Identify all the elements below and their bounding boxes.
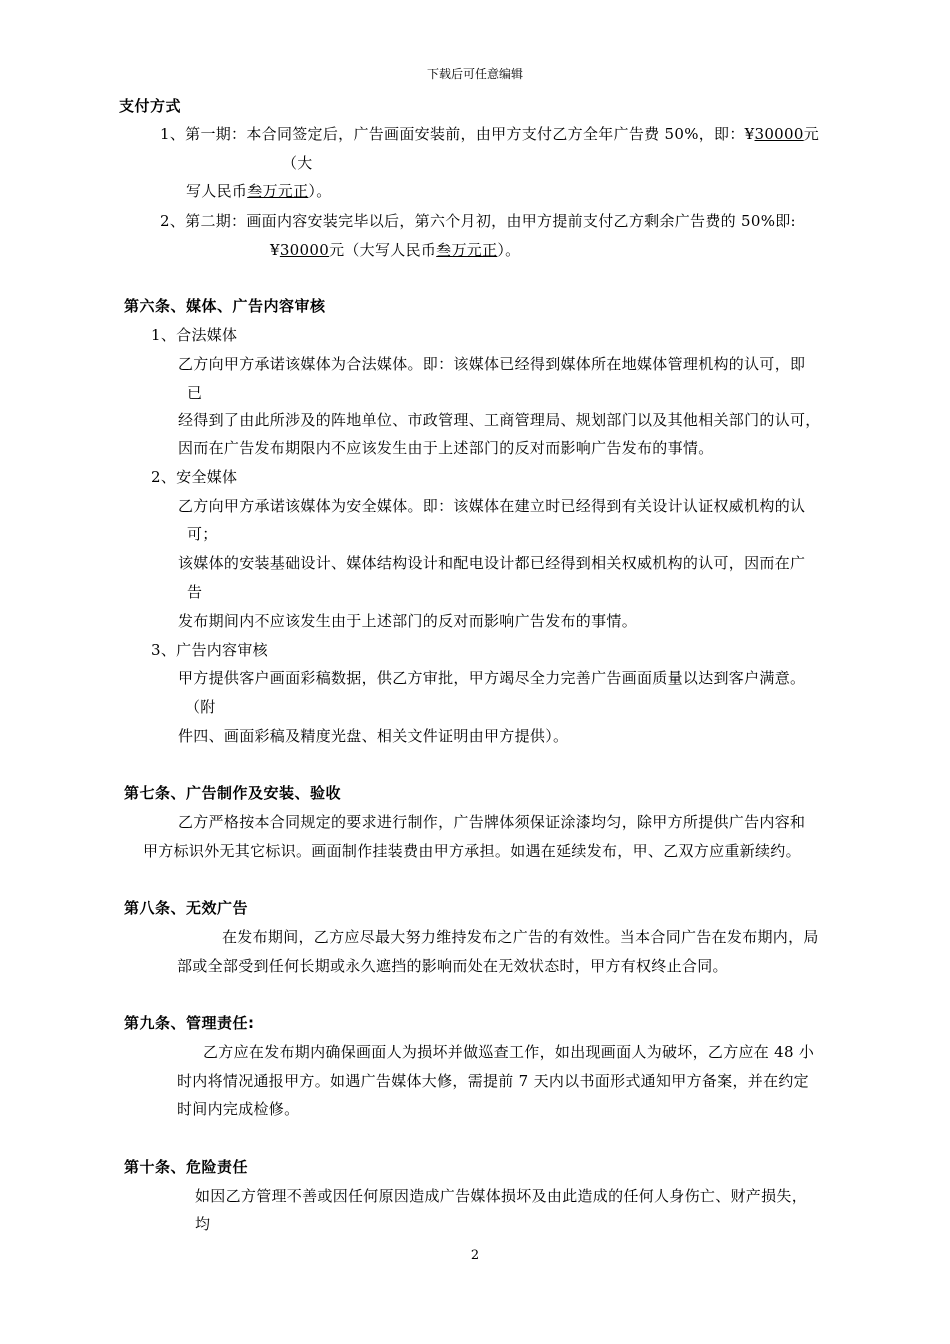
art7-line2: 甲方标识外无其它标识。画面制作挂装费由甲方承担。如遇在延续发布，甲、乙双方应重新续约。 <box>143 842 801 860</box>
art6-sub1-line4: 因而在广告发布期限内不应该发生由于上述部门的反对而影响广告发布的事情。 <box>178 439 714 457</box>
art6-sub3-line3: 件四、画面彩稿及精度光盘、相关文件证明由甲方提供）。 <box>178 727 569 745</box>
section-title-art7: 第七条、广告制作及安装、验收 <box>124 784 342 802</box>
art6-sub2-line2: 可； <box>187 525 218 543</box>
art10-line2: 均 <box>195 1215 211 1233</box>
payment-item-1-upper-line <box>186 181 332 201</box>
art9-line2: 时内将情况通报甲方。如遇广告媒体大修，需提前 7 天内以书面形式通知甲方备案，并在约定 <box>177 1072 809 1090</box>
payment-item-2: 2、第二期：画面内容安装完毕以后，第六个月初，由甲方提前支付乙方剩余广告费的 50%即: <box>160 212 796 230</box>
art10-line1: 如因乙方管理不善或因任何原因造成广告媒体损坏及由此造成的任何人身伤亡、财产损失， <box>195 1187 808 1205</box>
art6-sub2-line1: 乙方向甲方承诺该媒体为安全媒体。即：该媒体在建立时已经得到有关设计认证权威机构的认 <box>178 497 806 515</box>
payment-item-1-amount: 30000 <box>754 125 804 143</box>
art6-sub1-line1: 乙方向甲方承诺该媒体为合法媒体。即：该媒体已经得到媒体所在地媒体管理机构的认可，即 <box>178 355 806 373</box>
payment-item-2-currency: ¥ <box>270 241 280 259</box>
section-title-art6: 第六条、媒体、广告内容审核 <box>124 297 326 315</box>
page-header: 下载后可任意编辑 <box>426 67 523 81</box>
art8-line1: 在发布期间，乙方应尽最大努力维持发布之广告的有效性。当本合同广告在发布期内，局 <box>222 928 819 946</box>
payment-item-2-amount: 30000 <box>279 241 330 259</box>
art6-sub2-line5: 发布期间内不应该发生由于上述部门的反对而影响广告发布的事情。 <box>178 612 638 630</box>
art9-line1: 乙方应在发布期内确保画面人为损坏并做巡查工作，如出现画面人为破坏，乙方应在 48 小 <box>203 1043 815 1061</box>
payment-item-1 <box>160 124 819 144</box>
section-title-art8: 第八条、无效广告 <box>124 899 249 917</box>
art6-sub3-line1: 甲方提供客户画面彩稿数据，供乙方审批，甲方竭尽全力完善广告画面质量以达到客户满意。 <box>178 669 806 687</box>
art6-sub1-title: 1、合法媒体 <box>151 326 238 344</box>
payment-item-2-end: ）。 <box>497 241 521 259</box>
art7-line1: 乙方严格按本合同规定的要求进行制作，广告牌体须保证涂漆均匀，除甲方所提供广告内容和 <box>178 813 806 831</box>
payment-item-1-unit: 元 <box>803 125 820 143</box>
art6-sub2-title: 2、安全媒体 <box>151 468 238 486</box>
art6-sub3-title: 3、广告内容审核 <box>151 641 268 659</box>
section-title-art10: 第十条、危险责任 <box>124 1158 249 1176</box>
art9-line3: 时间内完成检修。 <box>177 1100 300 1118</box>
art6-sub2-line4: 告 <box>187 583 203 601</box>
art6-sub1-line3: 经得到了由此所涉及的阵地单位、市政管理、工商管理局、规划部门以及其他相关部门的认可， <box>178 411 821 429</box>
payment-item-1-end: ）。 <box>308 182 332 200</box>
page-number: 2 <box>470 1248 480 1263</box>
payment-item-1-cont: （大 <box>282 154 313 172</box>
art6-sub3-line2: （附 <box>185 698 216 716</box>
art8-line2: 部或全部受到任何长期或永久遮挡的影响而处在无效状态时，甲方有权终止合同。 <box>177 957 728 975</box>
payment-item-2-cont <box>270 240 520 260</box>
payment-item-2-upper: 叁万元正 <box>436 241 498 259</box>
payment-item-1-upper: 叁万元正 <box>247 182 309 200</box>
section-title-payment: 支付方式 <box>119 97 182 115</box>
art6-sub2-line3: 该媒体的安装基础设计、媒体结构设计和配电设计都已经得到相关权威机构的认可，因而在广 <box>178 554 806 572</box>
payment-item-1-upper-label: 写人民币 <box>186 182 248 200</box>
section-title-art9: 第九条、管理责任: <box>124 1014 255 1032</box>
art6-sub1-line2: 已 <box>187 384 203 402</box>
payment-item-1-text: 1、第一期：本合同签定后，广告画面安装前，由甲方支付乙方全年广告费 50%，即：¥ <box>160 125 755 143</box>
payment-item-2-unit: 元（大写人民币 <box>329 241 437 259</box>
